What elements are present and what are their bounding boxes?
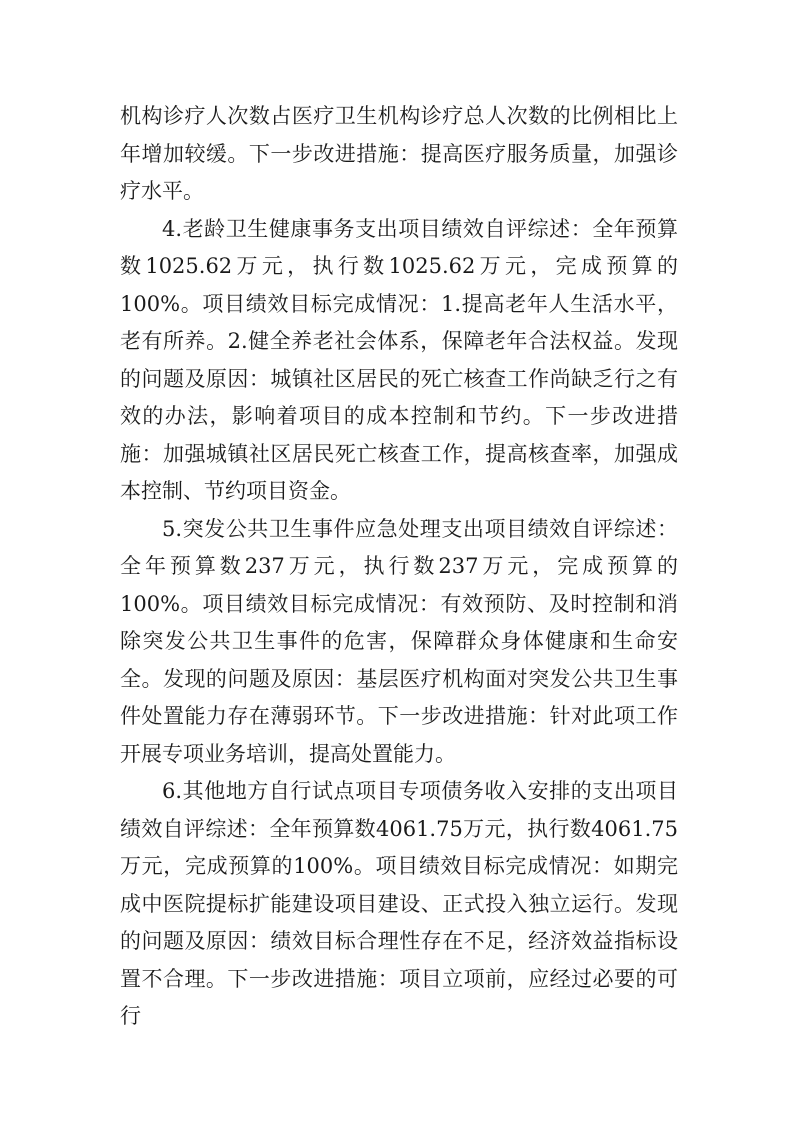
document-body xyxy=(120,98,678,1036)
paragraph-item-6-special-bond-projects: 6.其他地方自行试点项目专项债务收入安排的支出项目绩效自评综述：全年预算数4061.75万元，执行数4061.75万元，完成预算的100%。项目绩效目标完成情况：如期完成中医院提标扩能建设项目建设、正式投入独立运行。发现的问题及原因：绩效目标合理性存在不足，经济效益指标设置不合理。下一步改进措施：项目立项前，应经过必要的可行 xyxy=(120,779,678,1028)
paragraph-item-4-elderly-health: 4.老龄卫生健康事务支出项目绩效自评综述：全年预算数1025.62万元，执行数1025.62万元，完成预算的100%。项目绩效目标完成情况：1.提高老年人生活水平，老有所养。2.健全养老社会体系，保障老年合法权益。发现的问题及原因：城镇社区居民的死亡核查工作尚缺乏行之有效的办法，影响着项目的成本控制和节约。下一步改进措施：加强城镇社区居民死亡核查工作，提高核查率，加强成本控制、节约项目资金。 xyxy=(120,216,678,503)
paragraph-item-5-public-health-emergency: 5.突发公共卫生事件应急处理支出项目绩效自评综述：全年预算数237万元，执行数237万元，完成预算的100%。项目绩效目标完成情况：有效预防、及时控制和消除突发公共卫生事件的危害，保障群众身体健康和生命安全。发现的问题及原因：基层医疗机构面对突发公共卫生事件处置能力存在薄弱环节。下一步改进措施：针对此项工作开展专项业务培训，提高处置能力。 xyxy=(120,516,678,766)
paragraph-continued: 机构诊疗人次数占医疗卫生机构诊疗总人次数的比例相比上年增加较缓。下一步改进措施：提高医疗服务质量，加强诊疗水平。 xyxy=(120,104,678,203)
